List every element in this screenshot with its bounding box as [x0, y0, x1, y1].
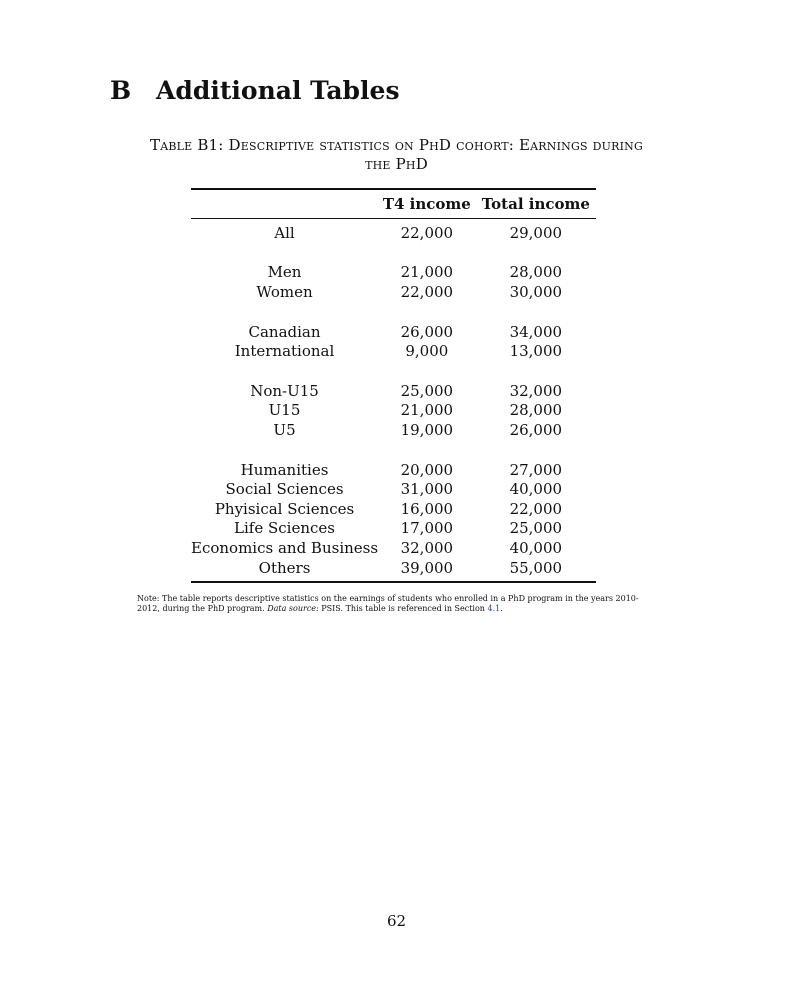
note-suffix: .	[500, 604, 503, 613]
row-label: Humanities	[240, 460, 329, 479]
earnings-table-container	[191, 188, 596, 583]
cell-total-income: 28,000	[509, 401, 563, 420]
caption-line-1: Table B1: Descriptive statistics on PhD cohort: Earnings during	[150, 136, 643, 154]
page-number: 62	[386, 912, 407, 930]
cell-total-income: 34,000	[509, 322, 563, 341]
table-row	[191, 499, 596, 519]
cell-t4-income: 32,000	[400, 538, 454, 557]
row-label: Non-U15	[250, 381, 319, 400]
cell-t4-income: 19,000	[400, 420, 454, 439]
cell-t4-income: 31,000	[400, 480, 454, 499]
cell-t4-income: 16,000	[400, 499, 454, 518]
note-source-text: PSIS. This table is referenced in Section	[318, 604, 488, 613]
table-body	[191, 219, 596, 583]
section-number: B	[110, 76, 132, 105]
cell-total-income: 40,000	[509, 538, 563, 557]
row-label: Others	[258, 558, 311, 577]
section-reference-link[interactable]: 4.1	[487, 604, 501, 613]
cell-total-income: 40,000	[509, 480, 563, 499]
cell-total-income: 55,000	[509, 558, 563, 577]
row-label: All	[274, 223, 295, 242]
note-text: Note: The table reports descriptive statistics on the earnings of students who enrolled in a PhD program in the years 2010-2012, during the PhD program.	[137, 594, 639, 613]
cell-total-income: 30,000	[509, 282, 563, 301]
row-label: Economics and Business	[191, 538, 379, 557]
table-row	[191, 282, 596, 302]
header-t4-income: T4 income	[382, 195, 471, 213]
row-label: Life Sciences	[234, 519, 335, 538]
cell-total-income: 32,000	[509, 381, 563, 400]
cell-t4-income: 17,000	[400, 519, 454, 538]
cell-total-income: 13,000	[509, 342, 563, 361]
cell-total-income: 25,000	[509, 519, 563, 538]
row-label: Men	[267, 263, 302, 282]
header-total-income: Total income	[481, 195, 590, 213]
section-title: Additional Tables	[156, 76, 400, 105]
row-label: International	[234, 342, 335, 361]
table-row	[191, 302, 596, 342]
cell-t4-income: 20,000	[400, 460, 454, 479]
table-row	[191, 538, 596, 558]
row-label: Canadian	[248, 322, 321, 341]
cell-total-income: 28,000	[509, 263, 563, 282]
cell-t4-income: 39,000	[400, 558, 454, 577]
table-row	[191, 361, 596, 401]
cell-t4-income: 22,000	[400, 282, 454, 301]
cell-t4-income: 21,000	[400, 401, 454, 420]
note-data-source-label: Data source:	[267, 604, 319, 613]
row-label: Social Sciences	[225, 480, 344, 499]
earnings-table	[191, 188, 596, 583]
table-row	[191, 341, 596, 361]
cell-total-income: 27,000	[509, 460, 563, 479]
cell-t4-income: 9,000	[405, 342, 449, 361]
cell-t4-income: 21,000	[400, 263, 454, 282]
table-note	[137, 594, 657, 614]
table-row	[191, 243, 596, 283]
cell-t4-income: 25,000	[400, 381, 454, 400]
caption-line-2: the PhD	[365, 155, 428, 173]
table-row	[191, 440, 596, 480]
cell-total-income: 29,000	[509, 223, 563, 242]
table-row	[191, 420, 596, 440]
row-label: U15	[268, 401, 301, 420]
row-label: Phyisical Sciences	[214, 499, 355, 518]
table-row	[191, 219, 596, 243]
row-label: Women	[256, 282, 313, 301]
table-row	[191, 401, 596, 421]
table-header-row	[191, 189, 596, 219]
section-heading	[110, 76, 400, 105]
cell-t4-income: 22,000	[400, 223, 454, 242]
table-row	[191, 558, 596, 583]
header-label	[191, 189, 378, 219]
cell-total-income: 22,000	[509, 499, 563, 518]
cell-t4-income: 26,000	[400, 322, 454, 341]
cell-total-income: 26,000	[509, 420, 563, 439]
table-caption	[110, 136, 683, 174]
row-label: U5	[273, 420, 296, 439]
table-row	[191, 519, 596, 539]
table-row	[191, 479, 596, 499]
